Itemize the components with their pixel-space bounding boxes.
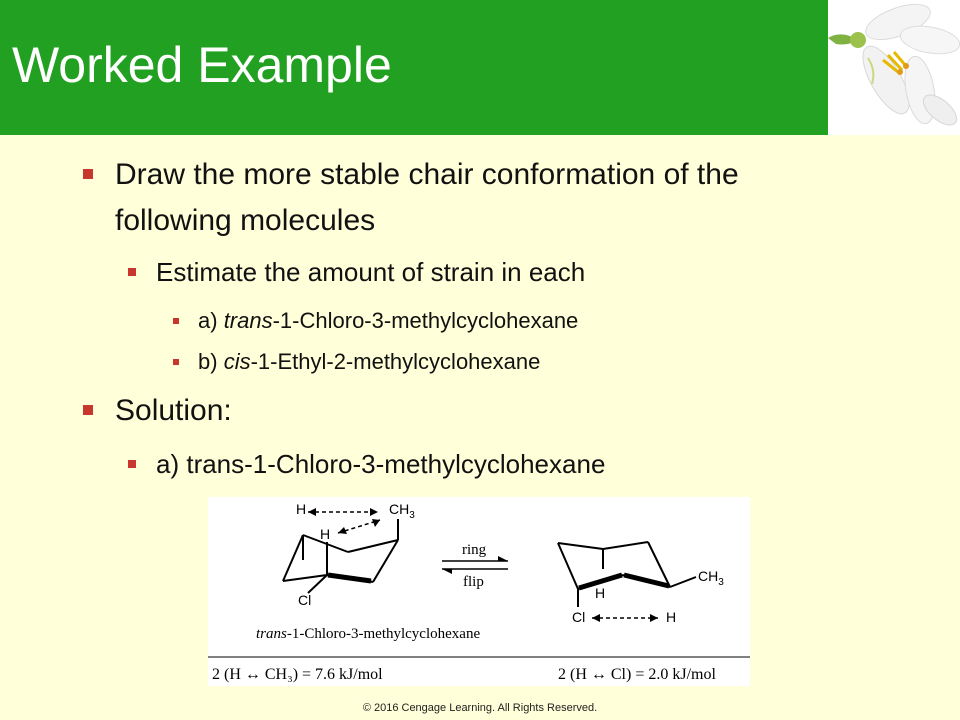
bold-bond: [624, 575, 669, 586]
strain-right: 2 (H ↔ Cl) = 2.0 kJ/mol: [558, 666, 716, 683]
bullet-text: a) trans-1-Chloro-3-methylcyclohexane: [156, 449, 606, 479]
copyright-notice: © 2016 Cengage Learning. All Rights Reserved.: [362, 702, 598, 714]
atom-label: H: [595, 585, 606, 601]
figure-caption: trans-1-Chloro-3-methylcyclohexane: [256, 626, 481, 642]
bullet-text-italic: cis: [223, 349, 251, 374]
atom-label: H: [296, 501, 307, 517]
equilibrium-arrows: [442, 556, 508, 574]
arrowhead-icon: [592, 614, 600, 622]
bullet-level2: [156, 448, 605, 480]
bullet-text: Estimate the amount of strain in each: [156, 257, 586, 287]
arrow-label-top: ring: [462, 542, 487, 558]
bullet-text-rest: -1-Chloro-3-methylcyclohexane: [272, 308, 579, 333]
arrowhead-icon: [372, 519, 380, 527]
atom-label: Cl: [572, 609, 586, 625]
atom-label: H: [320, 526, 331, 542]
bullet-continuation: [115, 202, 375, 240]
bullet-text-italic: trans: [223, 308, 273, 333]
left-chair-structure: [283, 519, 398, 593]
strain-left: 2 (H ↔ CH₃) = 7.6 kJ/mol: [212, 666, 383, 683]
atom-label: $CH_3$: [389, 501, 415, 521]
square-bullet-icon: [128, 268, 136, 276]
arrowhead-icon: [650, 614, 658, 622]
arrow-label-bottom: flip: [463, 574, 484, 590]
square-bullet-icon: [83, 169, 93, 179]
bullet-level1: [115, 392, 232, 430]
bullet-text: following molecules: [115, 204, 376, 237]
ring-flip-diagram: [208, 497, 750, 686]
slide-title: Worked Example: [12, 37, 392, 93]
bullet-level3: [198, 348, 540, 376]
bullet-level3: [198, 307, 578, 335]
bullet-level1: [115, 156, 739, 194]
chair-conformation-figure: [208, 497, 750, 686]
bullet-text: Draw the more stable chair conformation of the: [115, 158, 739, 191]
atom-label: Cl: [298, 592, 312, 608]
square-bullet-icon: [128, 460, 136, 468]
bullet-text-prefix: b): [198, 349, 224, 374]
atom-label: H: [666, 609, 677, 625]
square-bullet-icon: [83, 405, 93, 415]
arrowhead-icon: [370, 508, 378, 516]
bullet-text-prefix: a): [198, 308, 224, 333]
square-bullet-icon: [173, 318, 179, 324]
bullet-text: Solution:: [115, 394, 232, 427]
square-bullet-icon: [173, 359, 179, 365]
bullet-text-rest: -1-Ethyl-2-methylcyclohexane: [250, 349, 541, 374]
bullet-level2: [156, 256, 585, 288]
arrowhead-icon: [308, 508, 316, 516]
bold-bond: [328, 575, 371, 581]
atom-label: $CH_3$: [698, 568, 724, 588]
